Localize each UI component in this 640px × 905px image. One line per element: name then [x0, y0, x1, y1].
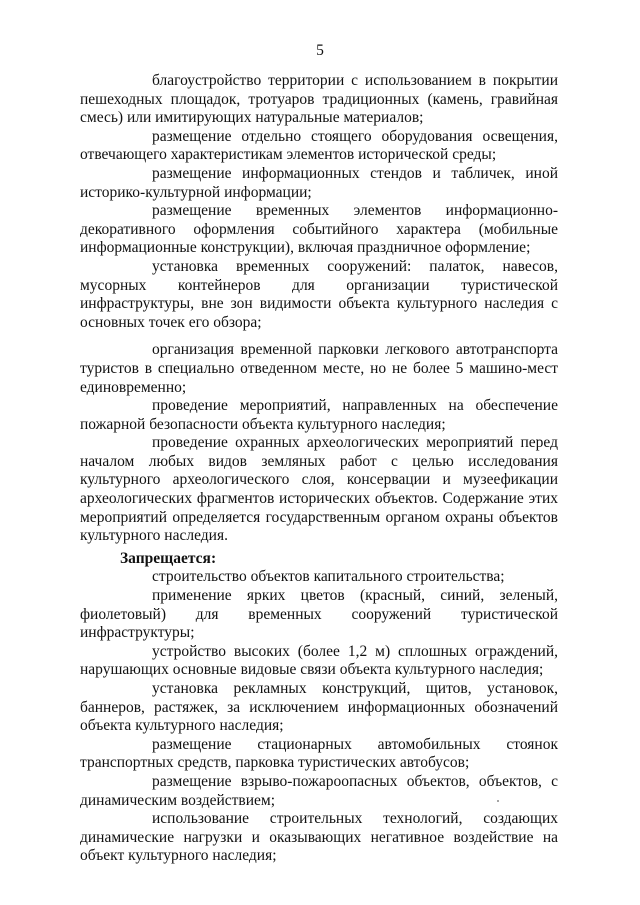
paragraph-landscaping: благоустройство территории с использованием в покрытии пешеходных площадок, тротуаров традиционных (камень, гравийная смесь) или имитирующих натуральные материалов; — [80, 72, 558, 127]
paragraph-archaeology: проведение охранных археологических мероприятий перед началом любых видов земляных работ с целью исследования культурного археологического слоя, консервации и музеефикации археологических фрагментов исторических объектов. Содержание этих мероприятий определяется государственным органом охраны объектов культурного наследия. — [80, 434, 558, 545]
paragraph-temporary-structures: установка временных сооружений: палаток, навесов, мусорных контейнеров для организации туристической инфраструктуры, вне зон видимости объекта культурного наследия с основных точек его обзора; — [80, 257, 558, 331]
paragraph-fire-safety: проведение мероприятий, направленных на обеспечение пожарной безопасности объекта культурного наследия; — [80, 397, 558, 433]
document-body — [80, 72, 558, 866]
prohibited-item-construction-technologies: использование строительных технологий, создающих динамические нагрузки и оказывающих негативное воздействие на объект культурного наследия; — [80, 810, 558, 865]
prohibited-item-bright-colors: применение ярких цветов (красный, синий, зеленый, фиолетовый) для временных сооружений туристической инфраструктуры; — [80, 587, 558, 642]
prohibited-item-parking-lots: размещение стационарных автомобильных стоянок транспортных средств, парковка туристических автобусов; — [80, 735, 558, 772]
prohibited-item-advertising: установка рекламных конструкций, щитов, установок, баннеров, растяжек, за исключением информационных обозначений объекта культурного наследия; — [80, 680, 558, 735]
prohibited-item-capital-construction: строительство объектов капитального строительства; — [152, 568, 505, 586]
prohibited-heading: Запрещается: — [120, 549, 217, 567]
paragraph-temporary-parking: организация временной парковки легкового автотранспорта туристов в специально отведенном месте, но не более 5 машино-мест единовременно; — [80, 341, 558, 396]
paragraph-lighting: размещение отдельно стоящего оборудования освещения, отвечающего характеристикам элементов исторической среды; — [80, 127, 558, 164]
paragraph-info-stands: размещение информационных стендов и табличек, иной историко-культурной информации; — [80, 164, 558, 201]
scan-speck — [497, 800, 499, 802]
prohibited-item-high-fences: устройство высоких (более 1,2 м) сплошных ограждений, нарушающих основные видовые связи объекта культурного наследия; — [80, 642, 558, 679]
page-number: 5 — [316, 42, 324, 59]
prohibited-item-explosive-objects: размещение взрыво-пожароопасных объектов, объектов, с динамическим воздействием; — [80, 772, 558, 809]
paragraph-temporary-decor: размещение временных элементов информационно-декоративного оформления событийного характера (мобильные информационные конструкции), включая праздничное оформление; — [80, 202, 558, 257]
